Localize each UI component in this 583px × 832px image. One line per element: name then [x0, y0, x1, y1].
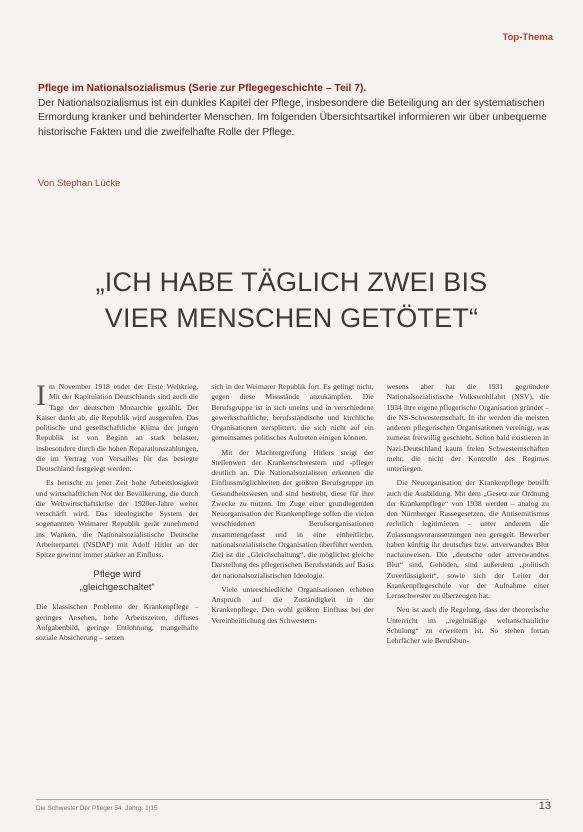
paragraph: Die klassischen Probleme der Krankenpflege – geringes Ansehen, hohe Arbeitszeiten, diffuses Aufgabenbild, geringe Entlohnung, mangelhafte soziale Absicherung – setzen — [36, 602, 199, 642]
paragraph: wesens aber hat die 1931 gegründete Nationalsozialistische Volkswohlfahrt (NSV), die 1934 ihre eigene pflegerische Organisation gründet – die NS-Schwesternschaft. In ihr werden die meisten anderen pflegerischen Organisationen vereinigt, was zumeist freiwillig geschieht. Schon bald existieren in Nazi-Deutschland kaum freien Schwesternschaften mehr, die nicht der Kontrolle des Regimes unterliegen. — [386, 382, 549, 473]
article-column-1 — [36, 382, 198, 784]
headline — [30, 264, 553, 336]
article-intro — [38, 82, 548, 140]
subheading-line-2: „gleichgeschaltet“ — [79, 582, 155, 594]
paragraph: Neu ist auch die Regelung, dass der theoretische Unterricht im „regelmäßige weltanschauliche Schulung“ zu erweitern ist. So stehen fortan Lehrfächer wie Berufsbun- — [386, 605, 549, 645]
drop-cap: I — [36, 382, 46, 412]
article-column-2 — [211, 382, 373, 784]
subheading-line-1: Pflege wird — [93, 569, 141, 581]
intro-title: Pflege im Nationalsozialismus (Serie zur Pflegegeschichte – Teil 7). — [38, 83, 367, 94]
footer-divider — [36, 799, 549, 800]
paragraph — [36, 382, 198, 474]
article-column-3 — [387, 382, 549, 784]
paragraph-text: m November 1918 endet der Erste Weltkrieg. Mit der Kapitulation Deutschlands sind auch die Tage der deutschen Monarchie gezählt. Der Kaiser dankt ab, die Republik wird ausgerufen. Das politische und gesellschaftliche Klima der jungen Republik ist von Beginn an stark belastet, insbesondere durch die hohen Reparationszahlungen, die im Vertrag von Versailles für das besiegte Deutschland festgelegt werden. — [36, 382, 199, 473]
paragraph: Viele unterschiedliche Organisationen erheben Anspruch auf die Zuständigkeit in der Krankenpflege. Den wohl größten Einfluss bei der Vereinheitlichung des Schwestern- — [211, 584, 374, 625]
article-body — [36, 382, 549, 784]
section-tag: Top-Thema — [502, 32, 553, 43]
byline: Von Stephan Lücke — [38, 178, 121, 189]
paragraph: Die Neuorganisation der Krankenpflege betrifft auch die Ausbildung. Mit dem „Gesetz zur Ordnung der Krankenpflege“ von 1938 werden – analog zu den Nürnberger Rassegesetzen, die Antisemitismus rechtlich legitimieren – unter anderem die Zulassungsvoraussetzungen neu geregelt. Bewerber haben künftig ihr deutsches bzw. artverwandtes Blut nachzuweisen. Die „deutsche oder artverwandtes Blut“ sind, Gehöden, sind außerdem „politisch Zuverlässigkeit“, sowie sich der Leiter der Krankenpflegeschule vor der Aufnahme einer Lernschwester zu überzeugen hat. — [386, 478, 549, 600]
page-number: 13 — [538, 800, 551, 812]
paragraph: Es herrscht zu jener Zeit hohe Arbeitslosigkeit und wirtschaftlichen Not der Bevölkerung, die durch die Weltwirtschaftskrise der 1920er-Jahre weiter verschärft wird. Das ideologische System der sogenannten Weimarer Republik gerät zunehmend ins Wanken, die Nationalsozialistische Deutsche Arbeiterpartei (NSDAP) mit Adolf Hitler an der Spitze gewinnt immer stärker an Einfluss. — [36, 478, 199, 559]
intro-text: Der Nationalsozialismus ist ein dunkles Kapitel der Pflege, insbesondere die Beteiligung an der systematischen Ermordung kranker und behinderter Menschen. Im folgenden Übersichtsartikel informieren wir über unbequeme historische Fakten und die zweifelhafte Rolle der Pflege. — [38, 97, 547, 138]
journal-footer: Die Schwester Der Pfleger 54. Jahrg. 1|15 — [36, 805, 158, 812]
paragraph: Mit der Machtergreifung Hitlers steigt der Stellenwert der Krankenschwestern und -pfleger deutlich an. Die Nationalsozialisten erkennen die Einflussmöglichkeiten der größten Berufsgruppe im Gesundheitswesen und sind bestrebt, diese für ihre Zwecke zu nutzen. Im Zuge einer grundlegenden Neuorganisation der Krankenpflege sollen die vielen verschiedenen Berufsorganisationen zusammengefasst und in eine einheitliche, nationalsozialistische Organisation überführt werden. Ziel ist die „Gleichschaltung“, die möglichst gleiche Darstellung des pflegerischen Berufsstands auf Basis der nationalsozialistischen Ideologie. — [211, 447, 374, 580]
headline-line-1: „ICH HABE TÄGLICH ZWEI BIS — [95, 267, 488, 298]
paragraph: sich in der Weimarer Republik fort. Es gelingt nicht, gegen diese Missstände anzukämpfen. Die Berufsgruppe ist in sich uneins und in verschiedene gewerkschaftliche, berufsständische und kirchliche Organisationen zersplittert, die sich nicht auf ein gemeinsames politisches Auftreten einigen können. — [211, 382, 374, 443]
headline-line-2: VIER MENSCHEN GETÖTET“ — [104, 303, 479, 334]
subheading — [36, 568, 198, 594]
